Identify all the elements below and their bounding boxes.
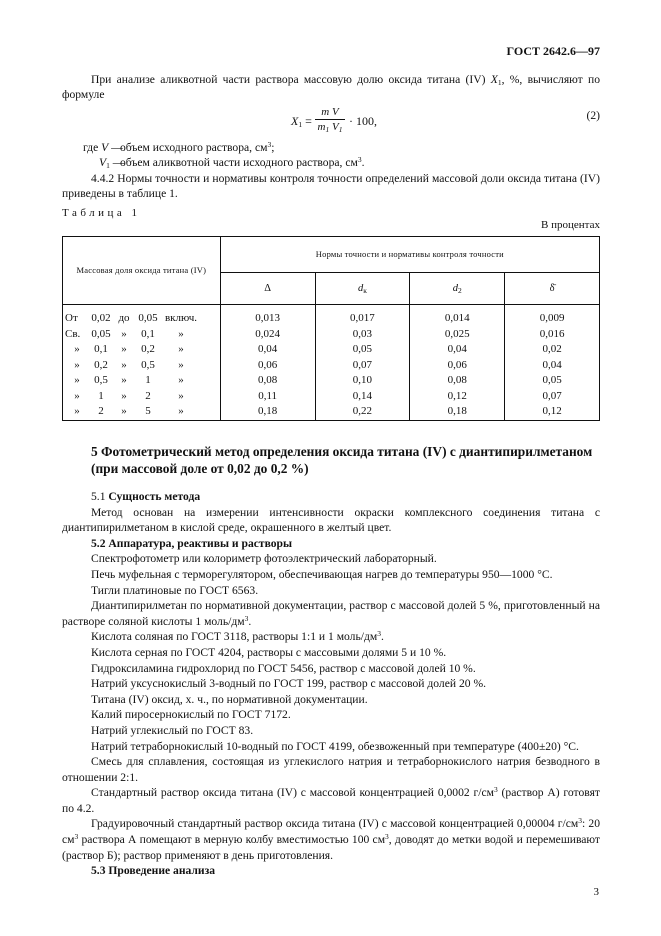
formula-lhs-var: X bbox=[291, 114, 299, 128]
formula-numerator bbox=[315, 106, 345, 120]
range-part-c2: 0,5 bbox=[94, 374, 108, 387]
value-cell: 0,02 bbox=[505, 342, 600, 358]
formula-fraction bbox=[315, 106, 345, 134]
where-sym-1 bbox=[83, 140, 123, 155]
value-cell: 0,04 bbox=[220, 342, 315, 358]
s52-heading bbox=[62, 536, 600, 552]
value-cell: 0,03 bbox=[315, 327, 410, 343]
where-dash-1: — bbox=[108, 141, 123, 154]
col-header-fraction: Массовая доля оксида титана (IV) bbox=[63, 237, 221, 305]
where-prefix: где bbox=[83, 141, 102, 154]
value-cell: 0,05 bbox=[505, 373, 600, 389]
dk-sub: к bbox=[363, 285, 367, 295]
value-cell: 0,14 bbox=[315, 389, 410, 405]
range-part-c4: 0,05 bbox=[138, 312, 158, 325]
value-cell: 0,04 bbox=[505, 358, 600, 374]
table-row bbox=[63, 305, 600, 327]
item-4-sup: 3 bbox=[244, 613, 249, 623]
s51-heading bbox=[62, 489, 600, 505]
s53-num: 5.3 bbox=[91, 864, 106, 878]
item-5-text: Кислота соляная по ГОСТ 3118, растворы 1:1 и 1 моль/дм bbox=[91, 630, 378, 644]
equation-number: (2) bbox=[586, 109, 600, 122]
formula-eq: = bbox=[302, 114, 312, 128]
item-1: Спектрофотометр или колориметр фотоэлектрический лабораторный. bbox=[91, 552, 437, 566]
delta-symbol: Δ bbox=[264, 282, 271, 294]
s51-text: Метод основан на измерении интенсивности окраски комплексного соединения титана с диантипирилметаном в кислой среде, окрашенного в желтый цвет. bbox=[62, 505, 600, 535]
value-cell: 0,06 bbox=[410, 358, 505, 374]
item-4-text: Диантипирилметан по нормативной документации, раствор с массовой долей 5 %, приготовленный на растворе соляной кислоты 1 моль/дм bbox=[62, 599, 600, 628]
item-15-sup-2: 3 bbox=[74, 832, 79, 842]
intro-text-b: , %, вычисляют по формуле bbox=[62, 73, 600, 102]
where-desc-1 bbox=[120, 140, 274, 155]
range-part-c5: включ. bbox=[164, 312, 198, 325]
range-part-c3: » bbox=[121, 343, 127, 356]
document-header: ГОСТ 2642.6—97 bbox=[506, 44, 600, 58]
range-part-c1: Св. bbox=[65, 327, 81, 340]
formula-lhs-sub: 1 bbox=[298, 120, 303, 129]
where-desc-1-sup: 3 bbox=[267, 140, 272, 149]
item-15-text-c: раствора А помещают в мерную колбу вместимостью 100 см bbox=[78, 833, 386, 847]
range-cell bbox=[63, 404, 221, 420]
item-7: Гидроксиламина гидрохлорид по ГОСТ 5456, раствор с массовой долей 10 %. bbox=[91, 661, 476, 675]
value-cell: 0,04 bbox=[410, 342, 505, 358]
where-desc-2-text: объем аликвотной части исходного раствора, см bbox=[120, 156, 358, 169]
item-3: Тигли платиновые по ГОСТ 6563. bbox=[91, 583, 259, 597]
range-part-c2: 0,05 bbox=[91, 327, 111, 340]
formula-rhs: · 100, bbox=[349, 114, 377, 128]
range-part-c4: 0,1 bbox=[141, 327, 155, 340]
table-row bbox=[63, 373, 600, 389]
item-11: Натрий углекислый по ГОСТ 83. bbox=[91, 723, 254, 737]
range-part-c3: » bbox=[121, 405, 127, 418]
range-cell bbox=[63, 327, 221, 343]
col-header-delta-bar bbox=[505, 273, 600, 305]
value-cell: 0,009 bbox=[505, 305, 600, 327]
value-cell: 0,18 bbox=[220, 404, 315, 420]
value-cell: 0,12 bbox=[505, 404, 600, 420]
item-14 bbox=[62, 785, 600, 816]
page-number: 3 bbox=[593, 886, 599, 898]
value-cell: 0,08 bbox=[410, 373, 505, 389]
item-4 bbox=[62, 598, 600, 629]
table-row bbox=[63, 389, 600, 405]
range-part-c2: 1 bbox=[98, 389, 104, 402]
section-5-title: 5 Фотометрический метод определения оксида титана (IV) с диантипирилметаном (при массовой доле от 0,02 до 0,2 %) bbox=[91, 444, 593, 477]
item-15-sup-1: 3 bbox=[578, 816, 582, 826]
where-desc-2-sup: 3 bbox=[357, 155, 362, 164]
value-cell: 0,11 bbox=[220, 389, 315, 405]
range-part-c3: до bbox=[118, 312, 130, 325]
value-cell: 0,10 bbox=[315, 373, 410, 389]
value-cell: 0,12 bbox=[410, 389, 505, 405]
formula-denominator bbox=[315, 120, 345, 134]
range-cell bbox=[63, 373, 221, 389]
where-sym-v1: V bbox=[99, 156, 107, 169]
value-cell: 0,08 bbox=[220, 373, 315, 389]
range-part-c3: » bbox=[121, 358, 127, 371]
table-row bbox=[63, 327, 600, 343]
col-header-dk bbox=[315, 273, 410, 305]
col-header-d2 bbox=[410, 273, 505, 305]
range-part-c1: » bbox=[74, 405, 80, 418]
item-14-text-b: (раствор А) готовят по 4.2. bbox=[62, 786, 600, 815]
item-14-text-a: Стандартный раствор оксида титана (IV) с массовой концентрацией 0,0002 г/см bbox=[91, 786, 494, 800]
range-part-c2: 0,1 bbox=[94, 343, 108, 356]
where-sym-v: V bbox=[101, 141, 109, 154]
formula-den-a: m bbox=[317, 121, 326, 133]
range-part-c5: » bbox=[178, 358, 184, 371]
intro-paragraph bbox=[62, 72, 600, 103]
range-cell bbox=[63, 358, 221, 374]
range-part-c1: От bbox=[65, 312, 78, 325]
item-15-text-b: : 20 см bbox=[62, 817, 600, 847]
value-cell: 0,05 bbox=[315, 342, 410, 358]
range-part-c1: » bbox=[74, 358, 80, 371]
value-cell: 0,024 bbox=[220, 327, 315, 343]
range-part-c4: 1 bbox=[145, 374, 151, 387]
value-cell: 0,014 bbox=[410, 305, 505, 327]
col-header-delta bbox=[220, 273, 315, 305]
intro-var: X bbox=[490, 73, 498, 86]
s52-title: Аппаратура, реактивы и растворы bbox=[108, 536, 293, 550]
where-row-2 bbox=[62, 155, 600, 170]
range-part-c3: » bbox=[121, 389, 127, 402]
table-row bbox=[63, 342, 600, 358]
section-5-body bbox=[62, 489, 600, 879]
table-row bbox=[63, 358, 600, 374]
item-15 bbox=[62, 816, 600, 863]
formula-row bbox=[62, 106, 600, 136]
range-part-c5: » bbox=[178, 327, 184, 340]
formula-num-a: m bbox=[321, 106, 330, 118]
range-cell bbox=[63, 389, 221, 405]
paragraph-4-4-2: 4.4.2 Нормы точности и нормативы контроля точности определений массовой доли оксида титана (IV) приведены в таблице 1. bbox=[62, 172, 600, 201]
value-cell: 0,016 bbox=[505, 327, 600, 343]
item-5-sup: 3 bbox=[377, 629, 381, 639]
formula-num-b: V bbox=[331, 106, 339, 118]
range-part-c4: 2 bbox=[145, 389, 151, 402]
formula-den-b-sub: 1 bbox=[338, 125, 343, 134]
where-block bbox=[62, 140, 600, 170]
formula-lhs bbox=[291, 114, 312, 130]
value-cell: 0,017 bbox=[315, 305, 410, 327]
item-14-sup: 3 bbox=[493, 785, 498, 795]
table-caption: Таблица 1 bbox=[62, 207, 141, 219]
value-cell: 0,22 bbox=[315, 404, 410, 420]
where-desc-1-text: объем исходного раствора, см bbox=[120, 141, 268, 154]
table-1 bbox=[62, 236, 600, 421]
range-part-c2: 2 bbox=[98, 405, 104, 418]
where-dash-2: — bbox=[109, 156, 125, 169]
where-sym-v1-sub: 1 bbox=[106, 161, 110, 170]
range-part-c5: » bbox=[178, 405, 184, 418]
item-15-sup-3: 3 bbox=[385, 832, 389, 842]
range-part-c5: » bbox=[178, 389, 184, 402]
d2-sub: 2 bbox=[457, 285, 462, 295]
item-8: Натрий уксуснокислый 3-водный по ГОСТ 199, раствор с массовой долей 20 %. bbox=[91, 677, 487, 691]
range-part-c2: 0,02 bbox=[91, 312, 111, 325]
s51-title: Сущность метода bbox=[108, 490, 201, 503]
item-2: Печь муфельная с терморегулятором, обеспечивающая нагрев до температуры 950—1000 °С. bbox=[91, 567, 553, 581]
item-15-text-d: , доводят до метки водой и перемешивают (раствор Б); раствор применяют в день приготовления. bbox=[62, 833, 600, 862]
value-cell: 0,07 bbox=[505, 389, 600, 405]
s53-heading bbox=[62, 863, 600, 879]
item-5 bbox=[62, 629, 600, 645]
s52-num: 5.2 bbox=[91, 536, 106, 550]
dk-symbol: d bbox=[357, 282, 364, 294]
item-15-text-a: Градуировочный стандартный раствор оксида титана (IV) с массовой концентрацией 0,00004 г/см bbox=[91, 817, 579, 831]
table-row bbox=[63, 404, 600, 420]
value-cell: 0,025 bbox=[410, 327, 505, 343]
d2-symbol: d bbox=[452, 282, 458, 294]
intro-text-a: При анализе аликвотной части раствора массовую долю оксида титана (IV) bbox=[91, 73, 491, 86]
item-6: Кислота серная по ГОСТ 4204, растворы с массовыми долями 5 и 10 %. bbox=[91, 645, 447, 659]
where-desc-1-tail: ; bbox=[271, 141, 275, 154]
range-part-c3: » bbox=[121, 374, 127, 387]
range-part-c5: » bbox=[178, 343, 184, 356]
range-part-c4: 5 bbox=[145, 405, 151, 418]
delta-bar-symbol: δ̄ bbox=[549, 282, 555, 294]
where-desc-2-tail: . bbox=[361, 156, 365, 169]
s53-title: Проведение анализа bbox=[108, 864, 216, 878]
item-12: Натрий тетраборнокислый 10-водный по ГОСТ 4199, обезвоженный при температуре (400±20) °С. bbox=[91, 739, 579, 753]
item-10: Калий пиросернокислый по ГОСТ 7172. bbox=[91, 708, 291, 722]
col-header-norms: Нормы точности и нормативы контроля точности bbox=[220, 237, 599, 273]
range-part-c1: » bbox=[74, 343, 80, 356]
table-units: В процентах bbox=[541, 219, 600, 231]
item-13: Смесь для сплавления, состоящая из углекислого натрия и тетраборнокислого натрия безводного в отношении 2:1. bbox=[62, 755, 600, 784]
value-cell: 0,18 bbox=[410, 404, 505, 420]
range-part-c2: 0,2 bbox=[94, 358, 108, 371]
item-4-dot: . bbox=[248, 614, 252, 628]
range-part-c4: 0,2 bbox=[141, 343, 155, 356]
range-part-c1: » bbox=[74, 389, 80, 402]
range-cell bbox=[63, 305, 221, 327]
formula-den-a-sub: 1 bbox=[325, 125, 330, 134]
s51-num: 5.1 bbox=[91, 490, 106, 503]
value-cell: 0,013 bbox=[220, 305, 315, 327]
item-5-dot: . bbox=[380, 630, 384, 644]
intro-var-sub: 1 bbox=[497, 78, 502, 87]
range-part-c4: 0,5 bbox=[141, 358, 155, 371]
formula-den-b: V bbox=[331, 121, 339, 133]
range-part-c1: » bbox=[74, 374, 80, 387]
value-cell: 0,07 bbox=[315, 358, 410, 374]
range-part-c3: » bbox=[121, 327, 127, 340]
item-9: Титана (IV) оксид, х. ч., по нормативной документации. bbox=[91, 692, 368, 706]
range-cell bbox=[63, 342, 221, 358]
range-part-c5: » bbox=[178, 374, 184, 387]
where-row-1 bbox=[62, 140, 600, 155]
table-body bbox=[63, 305, 600, 421]
where-desc-2 bbox=[120, 155, 364, 170]
value-cell: 0,06 bbox=[220, 358, 315, 374]
